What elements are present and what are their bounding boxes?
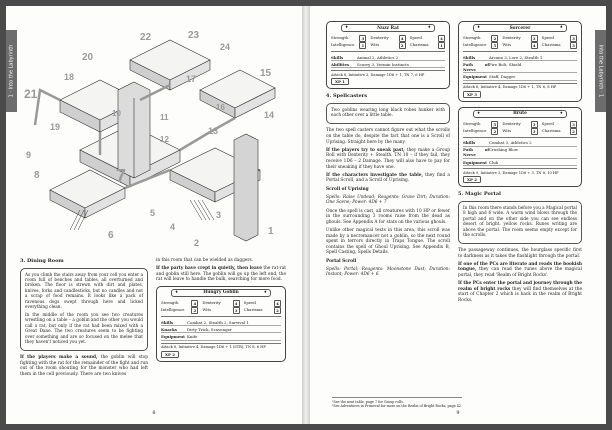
attr-value: 3 [531, 35, 538, 42]
stat-row [331, 54, 445, 61]
attr-name: Intelligence [463, 127, 487, 133]
stat-value: Knife [187, 333, 198, 339]
chapter-tab-label: 1 · Into the Labyrinth [8, 44, 15, 98]
stat-block-title: ♦ Brute ♦ [473, 110, 567, 118]
bold-lead: If the players make a sound, [20, 355, 98, 361]
body-paragraph [326, 267, 450, 278]
map-label: 11 [160, 113, 169, 122]
attr-name: Speed [541, 35, 554, 40]
body-paragraph: Unlike other magical texts in this area, this scroll was made by a necromancer not a goblin, so the next round spent in terrors directly in Traps Tongue. The scroll contains the spell of Ghoul Uprising. See Appendix B, Spell Casting, Spells Details. [326, 227, 450, 256]
attr-name: Intelligence [161, 306, 185, 312]
stat-key: Equipment [161, 333, 185, 339]
attack-line: Attack 9, Initiative 3, Damage 1D6 + 3, TN 8, 10 HP [463, 168, 577, 175]
stat-value: Combat 3, Athletics 2 [489, 140, 532, 146]
map-pillar [234, 134, 258, 241]
body-paragraph [326, 195, 450, 206]
attr-name: Strength [463, 120, 481, 126]
attr-value: 4 [531, 42, 538, 49]
body-paragraph [156, 266, 286, 283]
attr-value: 5 [491, 42, 498, 49]
attr-name: Intelligence [331, 42, 355, 47]
map-label: 13 [208, 126, 219, 136]
attr-name: Charisma [541, 127, 561, 133]
scroll-heading [326, 187, 450, 193]
stat-key: Path of Nerve [463, 61, 489, 72]
attr-value: 4 [233, 300, 240, 307]
spellcasters-column [326, 18, 450, 280]
attribute-grid [463, 35, 577, 52]
stat-row [463, 159, 577, 166]
paragraph-text: they find a Portal Scroll, and a Scroll of Uprising. [326, 172, 450, 184]
dining-room-column [20, 258, 148, 380]
scroll-title: Portal Scroll [326, 258, 357, 264]
attr-value: 1 [359, 42, 366, 49]
page-number: 9 [456, 410, 460, 416]
stat-row [463, 61, 577, 73]
paragraph-text: the goblin will stop fighting with the rat for the remainder of the fight and run out of the room shouting for the monster who had left them in the cell previously. There are two knives [20, 355, 149, 377]
attr-value: 2 [570, 128, 577, 135]
stat-row [463, 140, 577, 147]
stat-row [161, 319, 281, 326]
map-label: 4 [170, 222, 176, 232]
stat-row [161, 326, 281, 333]
footnotes [332, 397, 462, 408]
right-page [310, 6, 606, 424]
attr-value: 2 [491, 128, 498, 135]
read-aloud-text: In the middle of the room you see two creatures wrestling on a table – a goblin and the other you would call a rat, but only if the rat had been mixed with a Great Dane. The two creatures seem to be fighting over something and are so focused on the melee that they haven't noticed you yet. [25, 312, 143, 345]
stat-key: Equipment [463, 73, 487, 79]
attr-name: Speed [541, 120, 554, 126]
attr-name: Dexterity [202, 299, 221, 305]
stat-value: Fire Bolt, Shield [489, 61, 522, 67]
scroll-details: Spells: Raise Undead; Reagents: Grave Dirt; Duration: One Scene; Power: 4D6 + 7 [326, 194, 450, 206]
attr-value: 3 [531, 121, 538, 128]
read-aloud-box [326, 103, 450, 124]
section-heading: 4. Spellcasters [326, 93, 368, 100]
read-aloud-text: In this room there stands before you a Magical portal 8 high and 6 wide. A warm wind blows through the portal and on the other side you can see endless desert of bright, yellow rocks. Runes writing are above the portal. The room seems empty except for the scrolls. [463, 204, 577, 237]
stat-block-sorcerer [458, 21, 582, 102]
stat-key: Skills [331, 54, 344, 60]
bold-lead: If the characters investigate the table, [326, 172, 423, 178]
attr-name: Speed [409, 35, 422, 40]
attr-value: 3 [359, 35, 366, 42]
attr-name: Wits [502, 127, 512, 133]
stat-row [331, 61, 445, 68]
stat-value: Staff, Dagger [489, 73, 516, 79]
stat-value: Dirty Trick, Scavenger [187, 326, 232, 332]
scroll-title: Scroll of Uprising [326, 186, 369, 192]
stat-block-title: ♦ Hungry Goblin ♦ [171, 289, 271, 297]
stat-key: Equipment [463, 159, 487, 165]
footnote: ²See Adventures in Primeval for more on the Realm of Bright Rocks, page 42. [332, 403, 462, 408]
chapter-tab-right [595, 30, 606, 112]
attr-value: 3 [233, 307, 240, 314]
attr-name: Speed [243, 299, 256, 305]
attr-value: 2 [191, 307, 198, 314]
attr-name: Charisma [409, 42, 429, 47]
page-number: 8 [152, 410, 156, 416]
xp-badge: XP 2 [161, 351, 179, 358]
left-page [6, 6, 302, 424]
chapter-tab-label: Into the Labyrinth · 1 [597, 44, 604, 98]
attr-name: Strength [463, 35, 481, 40]
stat-block-nuzz-rat [326, 21, 450, 89]
portal-column [458, 18, 582, 306]
attr-name: Strength [331, 35, 349, 40]
bold-lead: If the party have crept in quietly, then leave [156, 266, 263, 272]
attribute-grid [331, 35, 445, 52]
attr-value: 2 [491, 35, 498, 42]
attr-name: Dexterity [502, 120, 521, 126]
goblin-column [156, 258, 286, 367]
map-label: 1 [268, 226, 274, 237]
scroll-heading [326, 259, 450, 265]
footnote: ¹See the next table, page 7 for Group rolls. [332, 399, 404, 404]
map-label: 21 [24, 87, 38, 101]
body-paragraph: The passageway continues, the hourglass specific first to darkness as it takes the flashlight through the portal. [458, 247, 582, 259]
map-label: 3 [216, 210, 222, 220]
attr-value: 5 [491, 121, 498, 128]
stat-value: Club [489, 159, 499, 165]
map-label: 14 [264, 110, 275, 120]
body-paragraph: The two spell casters cannot figure out what the scrolls on the table do, despite the fact that one is a Scroll of Uprising. Straight here by the many. [326, 128, 450, 145]
attr-name: Strength [161, 299, 179, 305]
attr-value: 4 [274, 300, 281, 307]
map-label: 22 [140, 32, 152, 43]
stat-row [463, 54, 577, 61]
stat-block-title: ♦ Nuzz Rat ♦ [341, 24, 435, 32]
section-heading: 3. Dining Room [20, 258, 64, 264]
paragraph-text: they make a Group Roll with Dexterity + Stealth. TN 10 – if they fail, they receive 1D6 – 2 Damage. They will also have to pay for their sneaking if they have one. [326, 147, 450, 170]
body-paragraph [20, 355, 148, 377]
attack-line: Attack 6, Initiative 4, Damage 1D6 + 1, TN 6, 8 HP [463, 83, 577, 90]
attribute-grid [463, 121, 577, 138]
stat-row [463, 73, 577, 80]
attr-name: Charisma [541, 42, 561, 47]
attribute-grid [161, 300, 281, 317]
paragraph-text: they will find themselves at the start of Chapter 2 which is back in the realm of Bright Rocks. [458, 286, 583, 303]
attr-value: 2 [274, 307, 281, 314]
map-label: 12 [160, 135, 169, 144]
body-paragraph: Once the spell is cast, all creatures with 10 HP or fewer in the surrounding 3 rooms raise from the dead as ghouls. See Appendix A for stats on the various ghouls. [326, 208, 450, 225]
map-label: 20 [82, 52, 94, 63]
dungeon-map [20, 20, 286, 252]
map-label: 5 [150, 208, 156, 218]
stat-row [161, 333, 281, 340]
stat-key: Skills [161, 319, 174, 325]
read-aloud-text: Two goblins wearing long black robes hunker with each other over a little table. [331, 107, 445, 118]
stat-key: Skills [463, 54, 476, 60]
attr-value: 3 [570, 121, 577, 128]
map-label: 6 [108, 230, 114, 241]
attr-name: Dexterity [370, 35, 389, 40]
bold-lead: If the players try to sneak past, [326, 147, 405, 153]
map-label: 10 [112, 109, 121, 118]
stat-block-goblin [156, 286, 286, 362]
stat-block-title: ♦ Sorcerer ♦ [473, 24, 567, 32]
map-label: 16 [216, 103, 225, 112]
attr-value: 3 [570, 42, 577, 49]
attr-value: 4 [399, 35, 406, 42]
attr-name: Wits [502, 42, 512, 47]
stat-key: Knacks [161, 326, 177, 332]
attr-value: 1 [438, 42, 445, 49]
map-label: 2 [194, 238, 200, 248]
stat-key: Path of Nerve [463, 147, 489, 158]
stat-value: Animal 2, Athletics 2 [357, 54, 399, 60]
map-label: 7 [116, 166, 127, 186]
attr-value: 2 [399, 42, 406, 49]
attr-name: Dexterity [502, 35, 521, 40]
stat-row [463, 147, 577, 159]
scroll-details: Spells: Portal; Reagents: Moonstone Dust; Duration: Instant; Power: 4D6 + 6 [326, 266, 450, 278]
stat-key: Skills [463, 140, 476, 146]
map-label: 17 [186, 74, 197, 84]
stat-key: Abilities [331, 61, 350, 67]
book-spine [302, 6, 310, 424]
map-label: 9 [26, 150, 32, 160]
body-paragraph [458, 281, 582, 303]
map-label: 15 [260, 68, 272, 79]
body-paragraph [458, 262, 582, 279]
chapter-tab-left [6, 30, 17, 112]
attr-name: Wits [370, 42, 380, 47]
read-aloud-text: As you climb the stairs away from your cell you enter a room full of benches and tables, all overturned and broken. The floor is strewn with dirt and plates, knives, forks and candlesticks, but no candles and not a scrap of food remains. It looks like a pack of ravenous dogs swept through here and licked everything clean. [25, 271, 143, 310]
section-heading: 5. Magic Portal [458, 191, 501, 198]
attr-value: 4 [438, 35, 445, 42]
paragraph-text: the rat-rat and goblin still here. The goblin will go up the left end, the rat will leave to handle the bulk, searching for more food. [156, 266, 286, 283]
attr-value: 3 [570, 35, 577, 42]
xp-badge: XP 2 [463, 176, 481, 183]
map-label: 19 [50, 122, 61, 132]
stat-block-brute [458, 107, 582, 188]
read-aloud-box [458, 201, 582, 244]
attr-name: Wits [202, 306, 212, 312]
stat-value: Combat 2, Stealth 2, Survival 1 [187, 319, 249, 325]
attr-name: Charisma [243, 306, 263, 312]
attack-line: Attack 8, Initiative 3, Damage 1D6 + 1, TN 7, 6 HP [331, 70, 445, 77]
map-label: 23 [188, 30, 200, 41]
attr-name: Intelligence [463, 42, 487, 47]
stat-value: Scurry 3, Vermin Instincts [357, 61, 409, 67]
bold-lead: If one of the PCs are literate and reads the bookish tongue, [458, 261, 582, 273]
body-paragraph [326, 173, 450, 184]
body-paragraph [326, 148, 450, 170]
stat-value: Crushing Blow [489, 147, 519, 153]
read-aloud-box [20, 268, 148, 351]
attr-value: 4 [191, 300, 198, 307]
body-paragraph: in this room that can be wielded as daggers. [156, 258, 254, 263]
stat-value: Arcana 3, Lore 2, Stealth 1 [489, 54, 543, 60]
map-label: 24 [220, 42, 231, 52]
map-label: 18 [64, 72, 75, 82]
attr-value: 3 [531, 128, 538, 135]
map-label: 8 [34, 170, 40, 181]
xp-badge: XP 1 [331, 78, 349, 85]
xp-badge: XP 3 [463, 91, 481, 98]
paragraph-text: they can read the runes above the magical portal, they read 'Realm of Bright Rocks'. [458, 267, 582, 278]
attack-line: Attack 8, Initiative 4, Damage 1D6 + 1 (STR), TN 8, 6 HP [161, 343, 281, 350]
bold-lead: If the PCs enter the portal and journey through the realm of bright rocks [458, 281, 582, 292]
